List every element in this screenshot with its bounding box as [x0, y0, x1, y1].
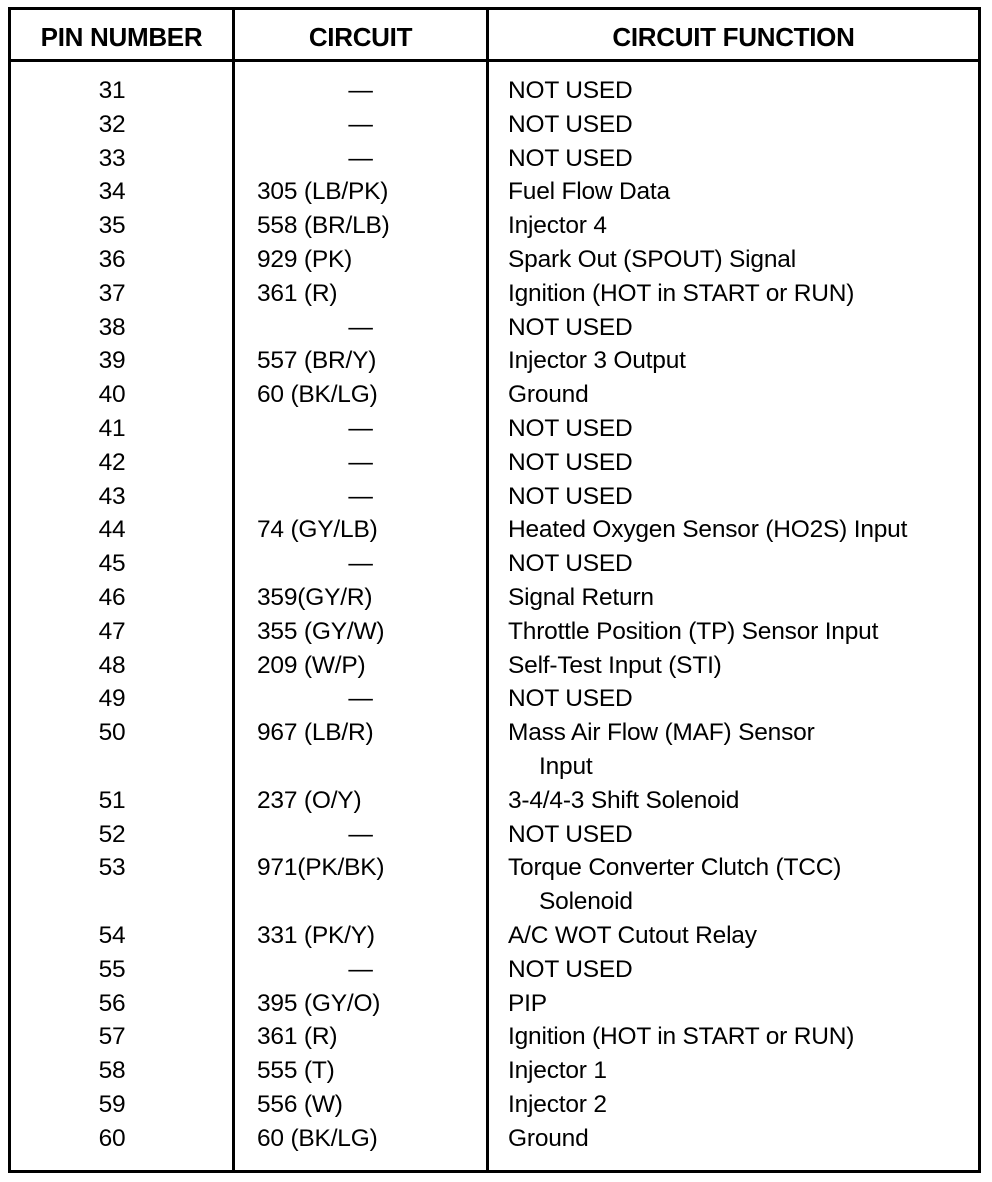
pin-number-cell: 41 — [98, 414, 126, 442]
circuit-function-cell — [508, 919, 974, 953]
circuit-function-text: 3-4/4-3 Shift Solenoid — [508, 786, 740, 814]
circuit-function-cell — [508, 547, 974, 581]
pin-number-cell: 33 — [98, 144, 126, 172]
circuit-cell: 359(GY/R) — [257, 583, 373, 611]
circuit-function-text: Ignition (HOT in START or RUN) — [508, 1023, 855, 1051]
circuit-cell: 361 (R) — [257, 1023, 338, 1051]
table-row — [11, 615, 978, 649]
circuit-function-text: Spark Out (SPOUT) Signal — [508, 245, 796, 273]
circuit-function-text: Ground — [508, 1124, 589, 1152]
table-row — [11, 480, 978, 514]
pin-number-cell: 39 — [98, 347, 126, 375]
circuit-function-text: Self-Test Input (STI) — [508, 651, 722, 679]
circuit-cell: 556 (W) — [257, 1090, 343, 1118]
header-circuit-function: CIRCUIT FUNCTION — [612, 22, 855, 52]
pin-number-cell: 40 — [98, 381, 126, 409]
table-row — [11, 987, 978, 1021]
circuit-cell: — — [348, 685, 373, 713]
circuit-cell: — — [348, 820, 373, 848]
table-row — [11, 108, 978, 142]
table-row — [11, 1054, 978, 1088]
circuit-function-text: NOT USED — [508, 313, 633, 341]
circuit-function-text: Injector 4 — [508, 212, 607, 240]
circuit-cell: 395 (GY/O) — [257, 989, 381, 1017]
circuit-cell: 305 (LB/PK) — [257, 178, 389, 206]
table-row — [11, 919, 978, 953]
circuit-function-cell — [508, 209, 974, 243]
table-row — [11, 851, 978, 919]
circuit-function-cell — [508, 74, 974, 108]
circuit-cell: — — [348, 955, 373, 983]
pin-number-cell: 32 — [98, 110, 126, 138]
circuit-cell: — — [348, 550, 373, 578]
table-row — [11, 412, 978, 446]
table-row — [11, 581, 978, 615]
circuit-function-text: Mass Air Flow (MAF) Sensor — [508, 719, 815, 747]
circuit-function-cell — [508, 581, 974, 615]
circuit-cell: 361 (R) — [257, 279, 338, 307]
pin-number-cell: 50 — [98, 719, 126, 747]
circuit-cell: 237 (O/Y) — [257, 786, 362, 814]
circuit-function-text: Ground — [508, 381, 589, 409]
circuit-function-cell — [508, 987, 974, 1021]
circuit-function-cell — [508, 311, 974, 345]
table-header — [11, 10, 978, 62]
circuit-function-text: NOT USED — [508, 144, 633, 172]
circuit-function-cell — [508, 142, 974, 176]
table-row — [11, 344, 978, 378]
pin-number-cell: 51 — [98, 786, 126, 814]
pin-table — [8, 7, 981, 1173]
pin-number-cell: 48 — [98, 651, 126, 679]
circuit-function-cell — [508, 446, 974, 480]
table-row — [11, 649, 978, 683]
circuit-function-text: NOT USED — [508, 482, 633, 510]
circuit-function-continuation: Input — [539, 752, 593, 780]
table-row — [11, 1020, 978, 1054]
circuit-cell: 555 (T) — [257, 1057, 335, 1085]
table-row — [11, 175, 978, 209]
pin-number-cell: 59 — [98, 1090, 126, 1118]
pin-number-cell: 34 — [98, 178, 126, 206]
circuit-function-text: Torque Converter Clutch (TCC) — [508, 854, 842, 882]
circuit-function-cell — [508, 344, 974, 378]
pin-number-cell: 52 — [98, 820, 126, 848]
circuit-cell: — — [348, 414, 373, 442]
table-row — [11, 277, 978, 311]
circuit-function-cell — [508, 513, 974, 547]
circuit-function-cell — [508, 108, 974, 142]
circuit-function-text: NOT USED — [508, 414, 633, 442]
table-row — [11, 716, 978, 784]
table-row — [11, 243, 978, 277]
circuit-cell: — — [348, 110, 373, 138]
header-pin-number: PIN NUMBER — [40, 22, 203, 52]
circuit-function-cell — [508, 277, 974, 311]
circuit-function-text: Ignition (HOT in START or RUN) — [508, 279, 855, 307]
table-row — [11, 142, 978, 176]
circuit-function-cell — [508, 412, 974, 446]
pin-number-cell: 35 — [98, 212, 126, 240]
circuit-cell: — — [348, 77, 373, 104]
circuit-cell: 331 (PK/Y) — [257, 921, 375, 949]
table-row — [11, 682, 978, 716]
circuit-function-text: Injector 2 — [508, 1090, 607, 1118]
circuit-function-cell — [508, 1088, 974, 1122]
circuit-function-text: Fuel Flow Data — [508, 178, 670, 206]
pin-number-cell: 38 — [98, 313, 126, 341]
circuit-function-text: NOT USED — [508, 685, 633, 713]
pin-number-cell: 44 — [98, 516, 126, 544]
pin-number-cell: 45 — [98, 550, 126, 578]
pin-number-cell: 49 — [98, 685, 126, 713]
circuit-cell: 967 (LB/R) — [257, 719, 374, 747]
table-row — [11, 818, 978, 852]
circuit-function-text: PIP — [508, 989, 547, 1017]
circuit-function-cell — [508, 682, 974, 716]
circuit-function-cell — [508, 953, 974, 987]
circuit-function-text: NOT USED — [508, 550, 633, 578]
circuit-cell: 74 (GY/LB) — [257, 516, 378, 544]
circuit-cell: 355 (GY/W) — [257, 617, 385, 645]
circuit-function-text: NOT USED — [508, 110, 633, 138]
circuit-function-cell — [508, 818, 974, 852]
table-row — [11, 209, 978, 243]
circuit-cell: — — [348, 482, 373, 510]
circuit-function-text: NOT USED — [508, 77, 633, 104]
table-row — [11, 1088, 978, 1122]
circuit-cell: — — [348, 313, 373, 341]
circuit-function-text: Signal Return — [508, 583, 654, 611]
pin-number-cell: 42 — [98, 448, 126, 476]
table-row — [11, 1122, 978, 1156]
table-row — [11, 513, 978, 547]
circuit-function-cell — [508, 1054, 974, 1088]
circuit-function-cell — [508, 615, 974, 649]
circuit-function-text: Injector 1 — [508, 1057, 607, 1085]
circuit-cell: 60 (BK/LG) — [257, 1124, 378, 1152]
table-row — [11, 953, 978, 987]
circuit-function-cell — [508, 716, 974, 784]
header-circuit: CIRCUIT — [308, 22, 413, 52]
pin-number-cell: 37 — [98, 279, 126, 307]
circuit-cell: 558 (BR/LB) — [257, 212, 390, 240]
pin-number-cell: 47 — [98, 617, 126, 645]
circuit-function-cell — [508, 378, 974, 412]
pin-number-cell: 53 — [98, 854, 126, 882]
pin-number-cell: 60 — [98, 1124, 126, 1152]
circuit-cell: — — [348, 448, 373, 476]
pin-number-cell: 57 — [98, 1023, 126, 1051]
pin-number-cell: 36 — [98, 245, 126, 273]
table-row — [11, 547, 978, 581]
pin-number-cell: 31 — [98, 77, 126, 104]
circuit-function-text: Throttle Position (TP) Sensor Input — [508, 617, 879, 645]
pin-number-cell: 56 — [98, 989, 126, 1017]
table-row — [11, 446, 978, 480]
circuit-function-cell — [508, 1020, 974, 1054]
table-body — [11, 74, 978, 1156]
circuit-function-cell — [508, 851, 974, 919]
circuit-cell: — — [348, 144, 373, 172]
circuit-cell: 60 (BK/LG) — [257, 381, 378, 409]
circuit-cell: 971(PK/BK) — [257, 854, 385, 882]
circuit-cell: 557 (BR/Y) — [257, 347, 377, 375]
circuit-cell: 209 (W/P) — [257, 651, 366, 679]
pin-number-cell: 55 — [98, 955, 126, 983]
table-row — [11, 378, 978, 412]
circuit-function-text: NOT USED — [508, 448, 633, 476]
table-row — [11, 311, 978, 345]
pin-number-cell: 46 — [98, 583, 126, 611]
circuit-function-cell — [508, 175, 974, 209]
pin-number-cell: 58 — [98, 1057, 126, 1085]
circuit-function-text: A/C WOT Cutout Relay — [508, 921, 757, 949]
circuit-function-text: NOT USED — [508, 955, 633, 983]
circuit-function-cell — [508, 480, 974, 514]
circuit-cell: 929 (PK) — [257, 245, 353, 273]
circuit-function-text: Injector 3 Output — [508, 347, 686, 375]
circuit-function-cell — [508, 1122, 974, 1156]
circuit-function-text: NOT USED — [508, 820, 633, 848]
circuit-function-continuation: Solenoid — [539, 888, 633, 916]
circuit-function-cell — [508, 649, 974, 683]
table-row — [11, 784, 978, 818]
circuit-function-text: Heated Oxygen Sensor (HO2S) Input — [508, 516, 908, 544]
table-row — [11, 74, 978, 108]
pin-number-cell: 43 — [98, 482, 126, 510]
circuit-function-cell — [508, 243, 974, 277]
pin-number-cell: 54 — [98, 921, 126, 949]
circuit-function-cell — [508, 784, 974, 818]
